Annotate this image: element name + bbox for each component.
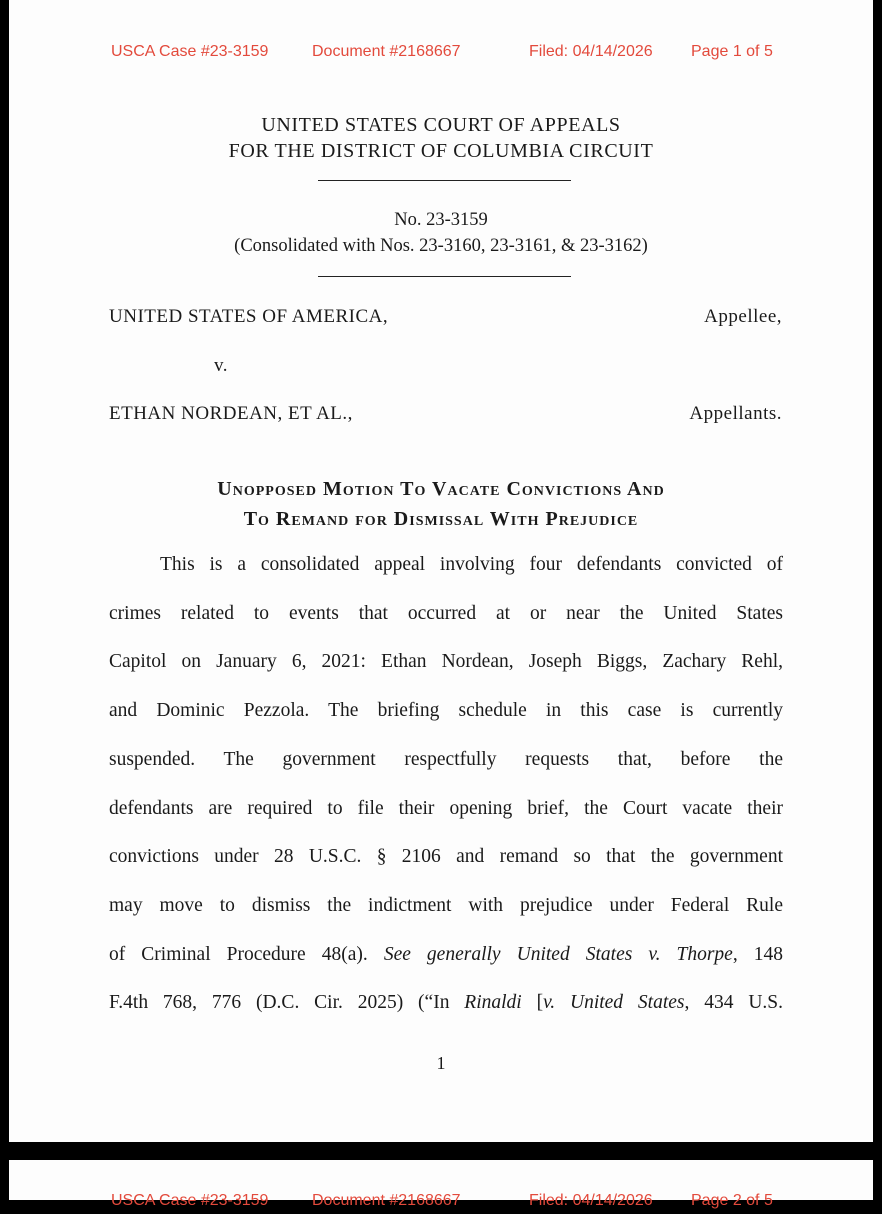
court-name-line1: UNITED STATES COURT OF APPEALS: [261, 114, 621, 136]
case-citation: See generally United States v. Thorpe: [383, 943, 733, 965]
body-line: defendants are required to file their opening brief, the Court vacate their: [109, 797, 783, 819]
case-number: No. 23-3159: [394, 210, 488, 230]
filing-header: [9, 43, 873, 65]
header-case-number: USCA Case #23-3159: [111, 1192, 269, 1209]
body-text-run: , 148: [732, 943, 783, 965]
case-citation: v. United States: [543, 992, 685, 1014]
header-filed-date: Filed: 04/14/2026: [529, 1192, 653, 1209]
body-line: suspended. The government respectfully requests that, before the: [109, 748, 783, 770]
page-number: 1: [436, 1053, 446, 1073]
body-text-run: , 434 U.S.: [684, 992, 783, 1014]
body-line-citation: [109, 931, 783, 980]
header-filed-date: Filed: 04/14/2026: [529, 43, 653, 60]
body-line: may move to dismiss the indictment with prejudice under Federal Rule: [109, 894, 783, 916]
header-document-number: Document #2168667: [312, 1192, 461, 1209]
case-citation: Rinaldi: [464, 992, 522, 1014]
plaintiff-role: Appellee,: [704, 306, 782, 327]
body-line: convictions under 28 U.S.C. § 2106 and remand so that the government: [109, 846, 783, 868]
header-page-count: Page 1 of 5: [691, 43, 773, 60]
consolidated-cases: (Consolidated with Nos. 23-3160, 23-3161, & 23-3162): [234, 236, 648, 256]
body-line-citation: [109, 979, 783, 1028]
plaintiff-name: UNITED STATES OF AMERICA,: [109, 306, 389, 327]
body-line: Capitol on January 6, 2021: Ethan Nordean, Joseph Biggs, Zachary Rehl,: [109, 651, 783, 673]
divider: [318, 180, 571, 181]
defendant-role: Appellants.: [689, 403, 782, 424]
document-page: [9, 0, 873, 1142]
body-line: This is a consolidated appeal involving four defendants convicted of: [160, 554, 783, 575]
divider: [318, 276, 571, 277]
motion-title-line1: Unopposed Motion To Vacate Convictions And: [217, 478, 665, 500]
body-line: and Dominic Pezzola. The briefing schedule in this case is currently: [109, 700, 783, 722]
header-document-number: Document #2168667: [312, 43, 461, 60]
next-page-filing-header: [9, 1192, 873, 1214]
body-text-run: [: [521, 992, 544, 1014]
header-case-number: USCA Case #23-3159: [111, 43, 269, 60]
next-document-page: [9, 1160, 873, 1209]
header-page-count: Page 2 of 5: [691, 1192, 773, 1209]
body-line: crimes related to events that occurred at or near the United States: [109, 602, 783, 624]
body-text-run: of Criminal Procedure 48(a).: [109, 943, 384, 965]
body-text-run: F.4th 768, 776 (D.C. Cir. 2025) (“In: [109, 992, 465, 1014]
motion-title-line2: To Remand for Dismissal With Prejudice: [243, 508, 639, 530]
motion-body: [109, 541, 783, 1028]
court-name-line2: FOR THE DISTRICT OF COLUMBIA CIRCUIT: [228, 140, 654, 162]
defendant-name: ETHAN NORDEAN, ET AL.,: [109, 403, 353, 424]
versus: v.: [214, 355, 229, 376]
